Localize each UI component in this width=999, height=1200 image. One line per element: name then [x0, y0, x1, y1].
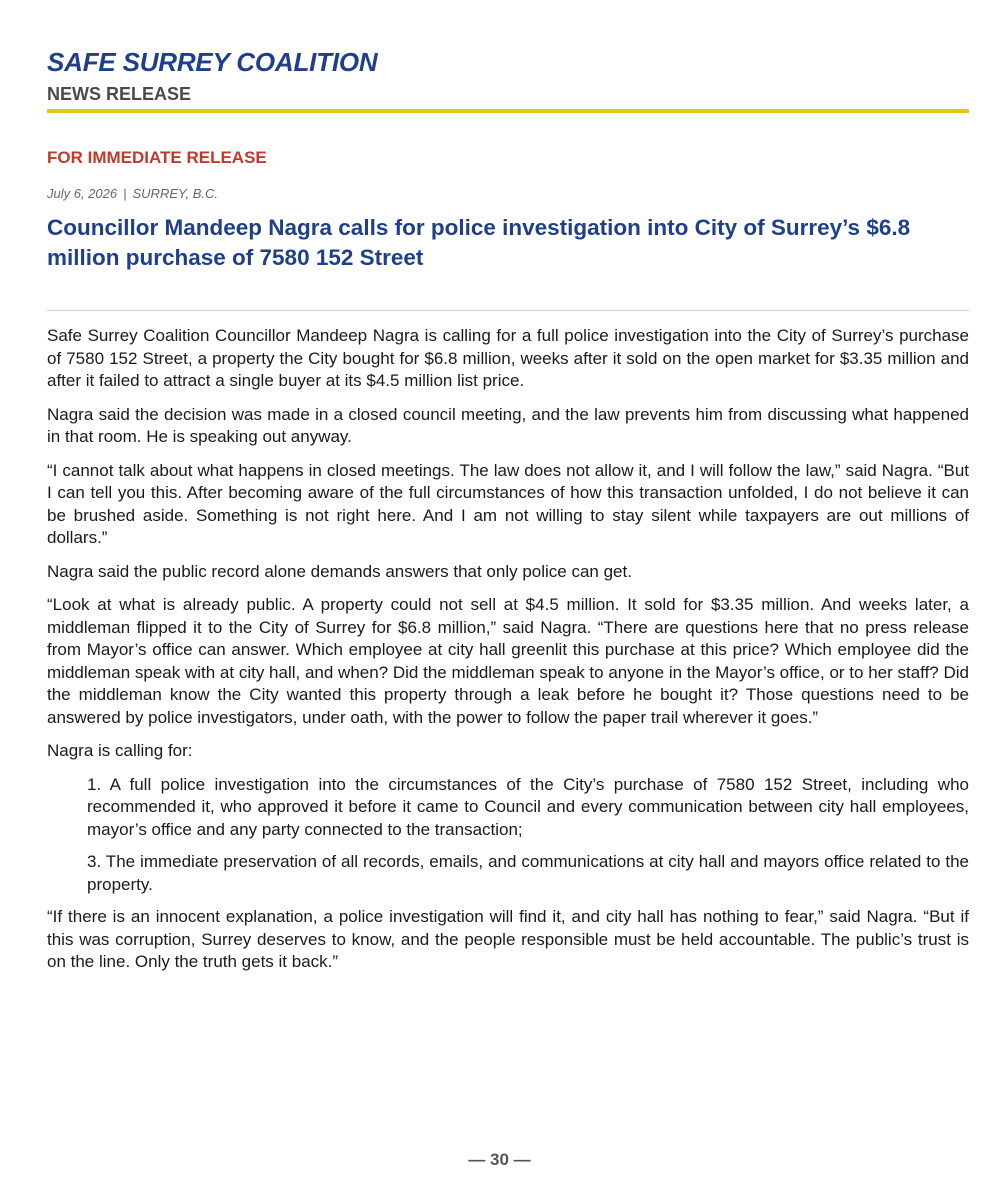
release-label: FOR IMMEDIATE RELEASE	[47, 148, 267, 167]
dateline	[47, 186, 218, 201]
paragraph: “Look at what is already public. A property could not sell at $4.5 million. It sold for $3.35 million. And weeks later, a middleman flipped it to the City of Surrey for $6.8 million,” said Nagra. “There are questions here that no press release from Mayor’s office can answer. Which employee at city hall greenlit this purchase at this price? Which employee did the middleman speak with at city hall, and when? Did the middleman speak to anyone in the Mayor’s office, or to her staff? Did the middleman know the City wanted this property through a leak before he bought it? Those questions need to be answered by police investigators, under oath, with the power to follow the paper trail wherever it goes.”	[47, 595, 969, 727]
headline: Councillor Mandeep Nagra calls for police investigation into City of Surrey’s $6.8 million purchase of 7580 152 Street	[47, 215, 911, 270]
paragraph: “I cannot talk about what happens in closed meetings. The law does not allow it, and I will follow the law,” said Nagra. “But I can tell you this. After becoming aware of the full circumstances of how this transaction unfolded, I do not believe it can be brushed aside. Something is not right here. And I am not willing to stay silent while taxpayers are out millions of dollars.”	[47, 460, 969, 547]
article-body	[47, 325, 969, 985]
release-location: SURREY, B.C.	[132, 186, 218, 201]
release-date: July 6, 2026	[47, 186, 118, 201]
paragraph: Nagra said the public record alone demands answers that only police can get.	[47, 561, 632, 581]
header-divider	[47, 109, 969, 113]
paragraph: Nagra said the decision was made in a closed council meeting, and the law prevents him from discussing what happened in that room. He is speaking out anyway.	[47, 404, 969, 446]
closing-paragraph: “If there is an innocent explanation, a police investigation will find it, and city hall has nothing to fear,” said Nagra. “But if this was corruption, Surrey deserves to know, and the people responsible must be held accountable. The public’s trust is on the line. Only the truth gets it back.”	[47, 907, 969, 971]
demands-list	[47, 774, 969, 897]
dateline-separator: |	[123, 186, 127, 201]
organization-name: SAFE SURREY COALITION	[47, 47, 378, 77]
list-item: 3. The immediate preservation of all records, emails, and communications at city hall and mayors office related to the property.	[87, 852, 969, 894]
section-label: NEWS RELEASE	[47, 84, 192, 104]
paragraph: Nagra is calling for:	[47, 741, 193, 760]
list-item: 1. A full police investigation into the circumstances of the City’s purchase of 7580 152 Street, including who recommended it, who approved it before it came to Council and every communication between city hall employees, mayor’s office and any party connected to the transaction;	[87, 774, 969, 839]
page-number: — 30 —	[468, 1150, 531, 1169]
paragraph: Safe Surrey Coalition Councillor Mandeep Nagra is calling for a full police investigation into the City of Surrey’s purchase of 7580 152 Street, a property the City bought for $6.8 million, weeks after it sold on the open market for $3.35 million and after it failed to attract a single buyer at its $4.5 million list price.	[47, 326, 969, 390]
headline-divider	[47, 310, 969, 311]
